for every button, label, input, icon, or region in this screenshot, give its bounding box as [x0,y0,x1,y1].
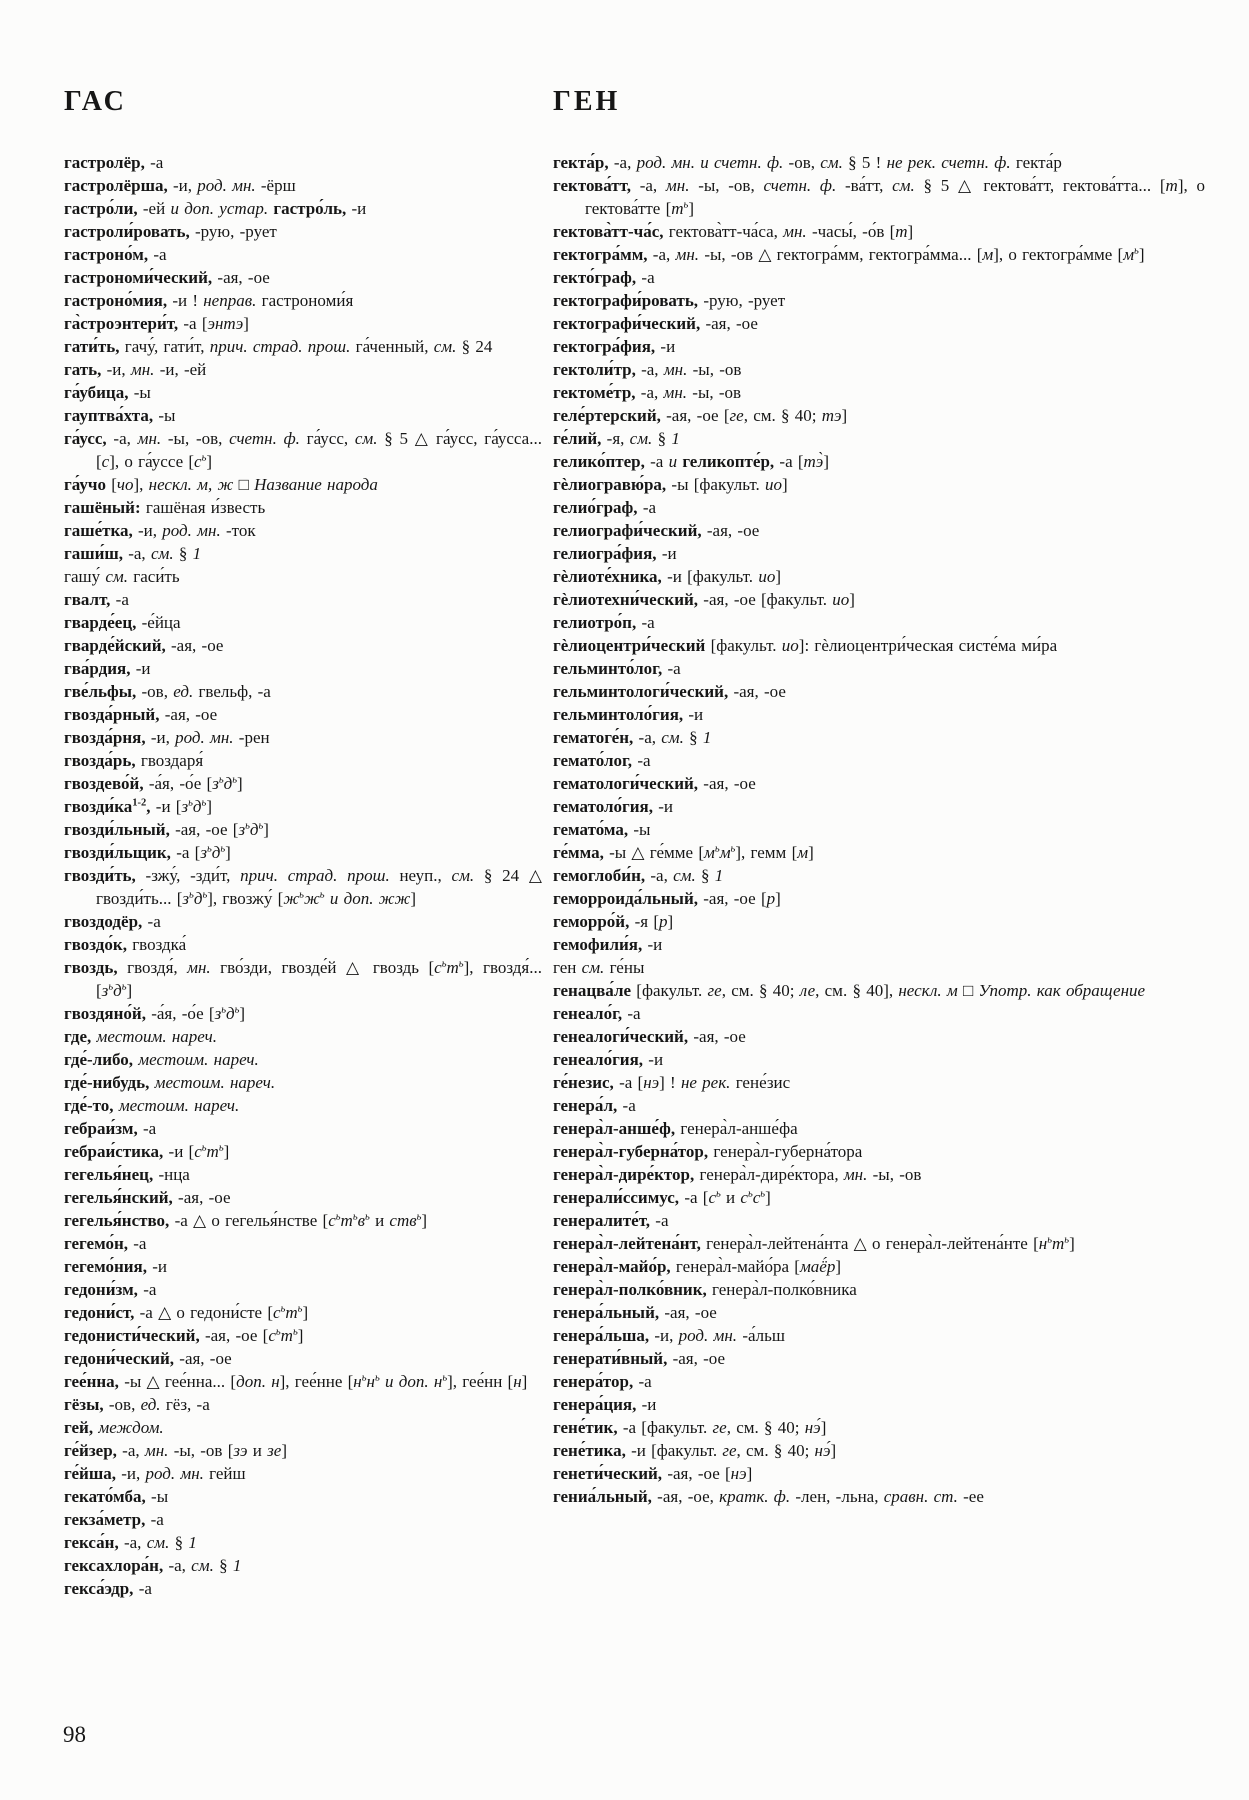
dictionary-entry: генера̀л-анше́ф, генера̀л-анше́фа [553,1119,798,1138]
dictionary-entry: гектоли́тр, -а, мн. -ы, -ов [553,360,742,379]
dictionary-entry: $гвозди́ка^{1-2}$, -и $[з^ьд^ь]$ [64,797,212,816]
dictionary-entry: ге́незис, -а [нэ] ! не рек. гене́зис [553,1073,791,1092]
dictionary-entry: генеалоги́ческий, -ая, -ое [553,1027,746,1046]
dictionary-entry: гѐлиоцентри́ческий [факульт. ио]: гѐлиоцентри́ческая систе́ма ми́ра [553,636,1058,655]
dictionary-entry: гелиографи́ческий, -ая, -ое [553,521,760,540]
dictionary-entry: гвозда́рь, гвоздаря́ [64,751,204,770]
dictionary-entry: гвоздо́к, гвоздка́ [64,935,187,954]
right-column [553,151,1205,1600]
dictionary-entry: генералите́т, -а [553,1211,669,1230]
dictionary-entry: где́-нибудь, местоим. нареч. [64,1073,276,1092]
dictionary-entry: гебраи́зм, -а [64,1119,157,1138]
dictionary-entry: гать, -и, мн. -и, -ей [64,360,207,379]
dictionary-entry: гекса́эдр, -а [64,1579,152,1598]
dictionary-entry: гекато́мба, -ы [64,1487,169,1506]
dictionary-entry: генера́л, -а [553,1096,636,1115]
dictionary-entry: гѐлиогравю́ра, -ы [факульт. ио] [553,475,788,494]
dictionary-entry: ге́йзер, -а, мн. -ы, -ов [зэ и зе] [64,1441,287,1460]
dictionary-entry: гемофили́я, -и [553,935,663,954]
dictionary-entry: гвозди́льщик, -а $[з^ьд^ь]$ [64,843,231,862]
dictionary-entry: гектогра́мм, -а, мн. -ы, -ов △ гектогра́мм, гектогра́мма... [м], о гектогра́мме $[м^ь]$ [553,245,1145,264]
dictionary-entry: га́учо [чо], нескл. м, ж □ Название народа [64,475,378,494]
dictionary-entry: гебраи́стика, -и $[с^ьт^ь]$ [64,1142,230,1161]
dictionary-entry: гвоздево́й, -а́я, -о́е $[з^ьд^ь]$ [64,774,243,793]
dictionary-entry: генерати́вный, -ая, -ое [553,1349,726,1368]
dictionary-entry: гёзы, -ов, ед. гёз, -а [64,1395,210,1414]
dictionary-entry: гее́нна, -ы △ гее́нна... [доп. н], гее́нне [$н^ьн^ь$ и доп. $н^ь$], гее́нн [н] [64,1372,528,1391]
dictionary-entry: гвозди́ть, -зжу́, -зди́т, прич. страд. прош. неуп., см. § 24 △ гвозди́ть... $[з^ьд^ь]$, гвозжу́ [$ж^ьж^ь$ и доп. жж] [64,866,542,908]
dictionary-entry: гелио́граф, -а [553,498,657,517]
dictionary-entry: гастролёр, -а [64,153,164,172]
dictionary-entry: гауптва́хта, -ы [64,406,176,425]
dictionary-entry: гелиотро́п, -а [553,613,655,632]
dictionary-entry: гва́рдия, -и [64,659,151,678]
dictionary-entry: где́-либо, местоим. нареч. [64,1050,259,1069]
dictionary-entry: генети́ческий, -ая, -ое [нэ] [553,1464,753,1483]
dictionary-entry: генера́тор, -а [553,1372,652,1391]
dictionary-entry: гастро́ли, -ей и доп. устар. гастро́ль, -и [64,199,367,218]
dictionary-entry: гектоме́тр, -а, мн. -ы, -ов [553,383,742,402]
dictionary-entry: гегемо́ния, -и [64,1257,167,1276]
right-column-header: ГЕН [553,86,621,117]
dictionary-entry: гаше́тка, -и, род. мн. -ток [64,521,256,540]
dictionary-entry: гегелья́нство, -а △ о гегелья́нстве [$с^ьт^ьв^ь$ и ств$^ь$] [64,1211,428,1230]
dictionary-entry: гельминтоло́гия, -и [553,705,704,724]
dictionary-entry: га́усс, -а, мн. -ы, -ов, счетн. ф. га́усс, см. § 5 △ га́усс, га́усса... [с], о га́уссе $[с^ь]$ [64,429,542,471]
dictionary-entry: гаши́ш, -а, см. § 1 [64,544,202,563]
dictionary-entry: гастроно́мия, -и ! неправ. гастрономи́я [64,291,354,310]
dictionary-entry: гематоло́гия, -и [553,797,673,816]
dictionary-entry: гене́тика, -и [факульт. ге, см. § 40; нэ́] [553,1441,837,1460]
dictionary-entry: гастролёрша, -и, род. мн. -ёрш [64,176,296,195]
left-column [64,151,542,1600]
dictionary-entry: гей, междом. [64,1418,164,1437]
dictionary-entry: генера̀л-губерна́тор, генера̀л-губерна́тора [553,1142,863,1161]
entry-columns [64,151,1205,1600]
dictionary-entry: геле́ртерский, -ая, -ое [ге, см. § 40; тэ] [553,406,848,425]
dictionary-entry: геморро́й, -я [р] [553,912,674,931]
dictionary-entry: гегемо́н, -а [64,1234,147,1253]
dictionary-entry: геморроида́льный, -ая, -ое [р] [553,889,781,908]
dictionary-entry: генера̀л-дире́ктор, генера̀л-дире́ктора, мн. -ы, -ов [553,1165,922,1184]
dictionary-entry: генера̀л-полко́вник, генера̀л-полко́вника [553,1280,857,1299]
dictionary-entry: гедони́ческий, -ая, -ое [64,1349,232,1368]
dictionary-entry: гати́ть, гачу́, гати́т, прич. страд. прош. га́ченный, см. § 24 [64,337,493,356]
dictionary-entry: гемато́лог, -а [553,751,651,770]
dictionary-entry: гениа́льный, -ая, -ое, кратк. ф. -лен, -льна, сравн. ст. -ее [553,1487,984,1506]
dictionary-entry: генерали́ссимус, -а [$с^ь$ и $с^ьс^ь$] [553,1188,771,1207]
dictionary-entry: гекса́н, -а, см. § 1 [64,1533,197,1552]
dictionary-entry: гвоздяно́й, -а́я, -о́е $[з^ьд^ь]$ [64,1004,246,1023]
dictionary-entry: ге́лий, -я, см. § 1 [553,429,680,448]
dictionary-entry: гегелья́нский, -ая, -ое [64,1188,231,1207]
dictionary-entry: гегелья́нец, -нца [64,1165,190,1184]
dictionary-entry: гве́льфы, -ов, ед. гвельф, -а [64,682,271,701]
dictionary-entry: гельминто́лог, -а [553,659,681,678]
dictionary-entry: га́убица, -ы [64,383,151,402]
dictionary-entry: гедони́зм, -а [64,1280,157,1299]
dictionary-entry: гварде́йский, -ая, -ое [64,636,224,655]
dictionary-entry: генацва́ле [факульт. ге, см. § 40; ле, см. § 40], нескл. м □ Употр. как обращение [553,981,1146,1000]
dictionary-entry: гедони́ст, -а △ о гедони́сте $[с^ьт^ь]$ [64,1303,309,1322]
dictionary-entry: гекта́р, -а, род. мн. и счетн. ф. -ов, см. § 5 ! не рек. счетн. ф. гекта́р [553,153,1062,172]
dictionary-entry: гастроли́ровать, -рую, -рует [64,222,277,241]
dictionary-entry: гексахлора́н, -а, см. § 1 [64,1556,242,1575]
dictionary-entry: ген см. ге́ны [553,958,645,977]
dictionary-entry: гемоглоби́н, -а, см. § 1 [553,866,724,885]
dictionary-entry: гелико́птер, -а и геликопте́р, -а [тэ̀] [553,452,829,471]
dictionary-entry: ге́мма, -ы △ ге́мме $[м^ьм^ь]$, гемм [м] [553,843,814,862]
dictionary-entry: гастрономи́ческий, -ая, -ое [64,268,270,287]
dictionary-entry: генера̀л-майо́р, генера̀л-майо́ра [маё́р] [553,1257,842,1276]
dictionary-entry: гвалт, -а [64,590,129,609]
dictionary-entry: генеало́гия, -и [553,1050,664,1069]
dictionary-entry: гварде́ец, -е́йца [64,613,181,632]
dictionary-entry: гѐлиоте́хника, -и [факульт. ио] [553,567,781,586]
dictionary-entry: гвозда́рня, -и, род. мн. -рен [64,728,270,747]
dictionary-entry: гектогра́фия, -и [553,337,676,356]
dictionary-entry: генера́ция, -и [553,1395,657,1414]
dictionary-entry: гектографи́ческий, -ая, -ое [553,314,758,333]
dictionary-entry: гектографи́ровать, -рую, -рует [553,291,786,310]
dictionary-entry: где́-то, местоим. нареч. [64,1096,240,1115]
dictionary-entry: гвозда́рный, -ая, -ое [64,705,218,724]
dictionary-entry: гвозди́льный, -ая, -ое $[з^ьд^ь]$ [64,820,269,839]
dictionary-entry: гѐлиотехни́ческий, -ая, -ое [факульт. ио] [553,590,855,609]
dictionary-entry: генера̀л-лейтена́нт, генера̀л-лейтена́нта △ о генера̀л-лейтена́нте $[н^ьт^ь]$ [553,1234,1075,1253]
dictionary-entry: гектова̀тт-ча́с, гектова̀тт-ча́са, мн. -часы́, -о́в [т] [553,222,914,241]
dictionary-entry: гельминтологи́ческий, -ая, -ое [553,682,786,701]
dictionary-entry: гастроно́м, -а [64,245,167,264]
dictionary-entry: гашу́ см. гаси́ть [64,567,180,586]
dictionary-entry: гене́тик, -а [факульт. ге, см. § 40; нэ́] [553,1418,827,1437]
dictionary-entry: гедонисти́ческий, -ая, -ое $[с^ьт^ь]$ [64,1326,304,1345]
dictionary-entry: генера́льный, -ая, -ое [553,1303,717,1322]
dictionary-entry: генера́льша, -и, род. мн. -а́льш [553,1326,785,1345]
dictionary-entry: генеало́г, -а [553,1004,641,1023]
dictionary-entry: гекто́граф, -а [553,268,655,287]
dictionary-entry: гематологи́ческий, -ая, -ое [553,774,756,793]
dictionary-entry: где, местоим. нареч. [64,1027,217,1046]
dictionary-entry: гвоздодёр, -а [64,912,161,931]
dictionary-entry: гемато́ма, -ы [553,820,651,839]
left-column-header: ГАС [64,86,127,117]
dictionary-entry: гекза́метр, -а [64,1510,164,1529]
dictionary-entry: гектова́тт, -а, мн. -ы, -ов, счетн. ф. -ва́тт, см. § 5 △ гектова́тт, гектова́тта... [т], о гектова́тте $[т^ь]$ [553,176,1205,218]
dictionary-entry: гашёный: гашёная и́звесть [64,498,266,517]
dictionary-entry: га̀строэнтери́т, -а [энтэ] [64,314,249,333]
dictionary-entry: гелиогра́фия, -и [553,544,677,563]
page-number: 98 [63,1722,86,1747]
dictionary-entry: ге́йша, -и, род. мн. гейш [64,1464,246,1483]
dictionary-entry: гвоздь, гвоздя́, мн. гво́зди, гвозде́й △ гвоздь $[с^ьт^ь]$, гвоздя́... $[з^ьд^ь]$ [64,958,542,1000]
dictionary-entry: гематоге́н, -а, см. § 1 [553,728,712,747]
